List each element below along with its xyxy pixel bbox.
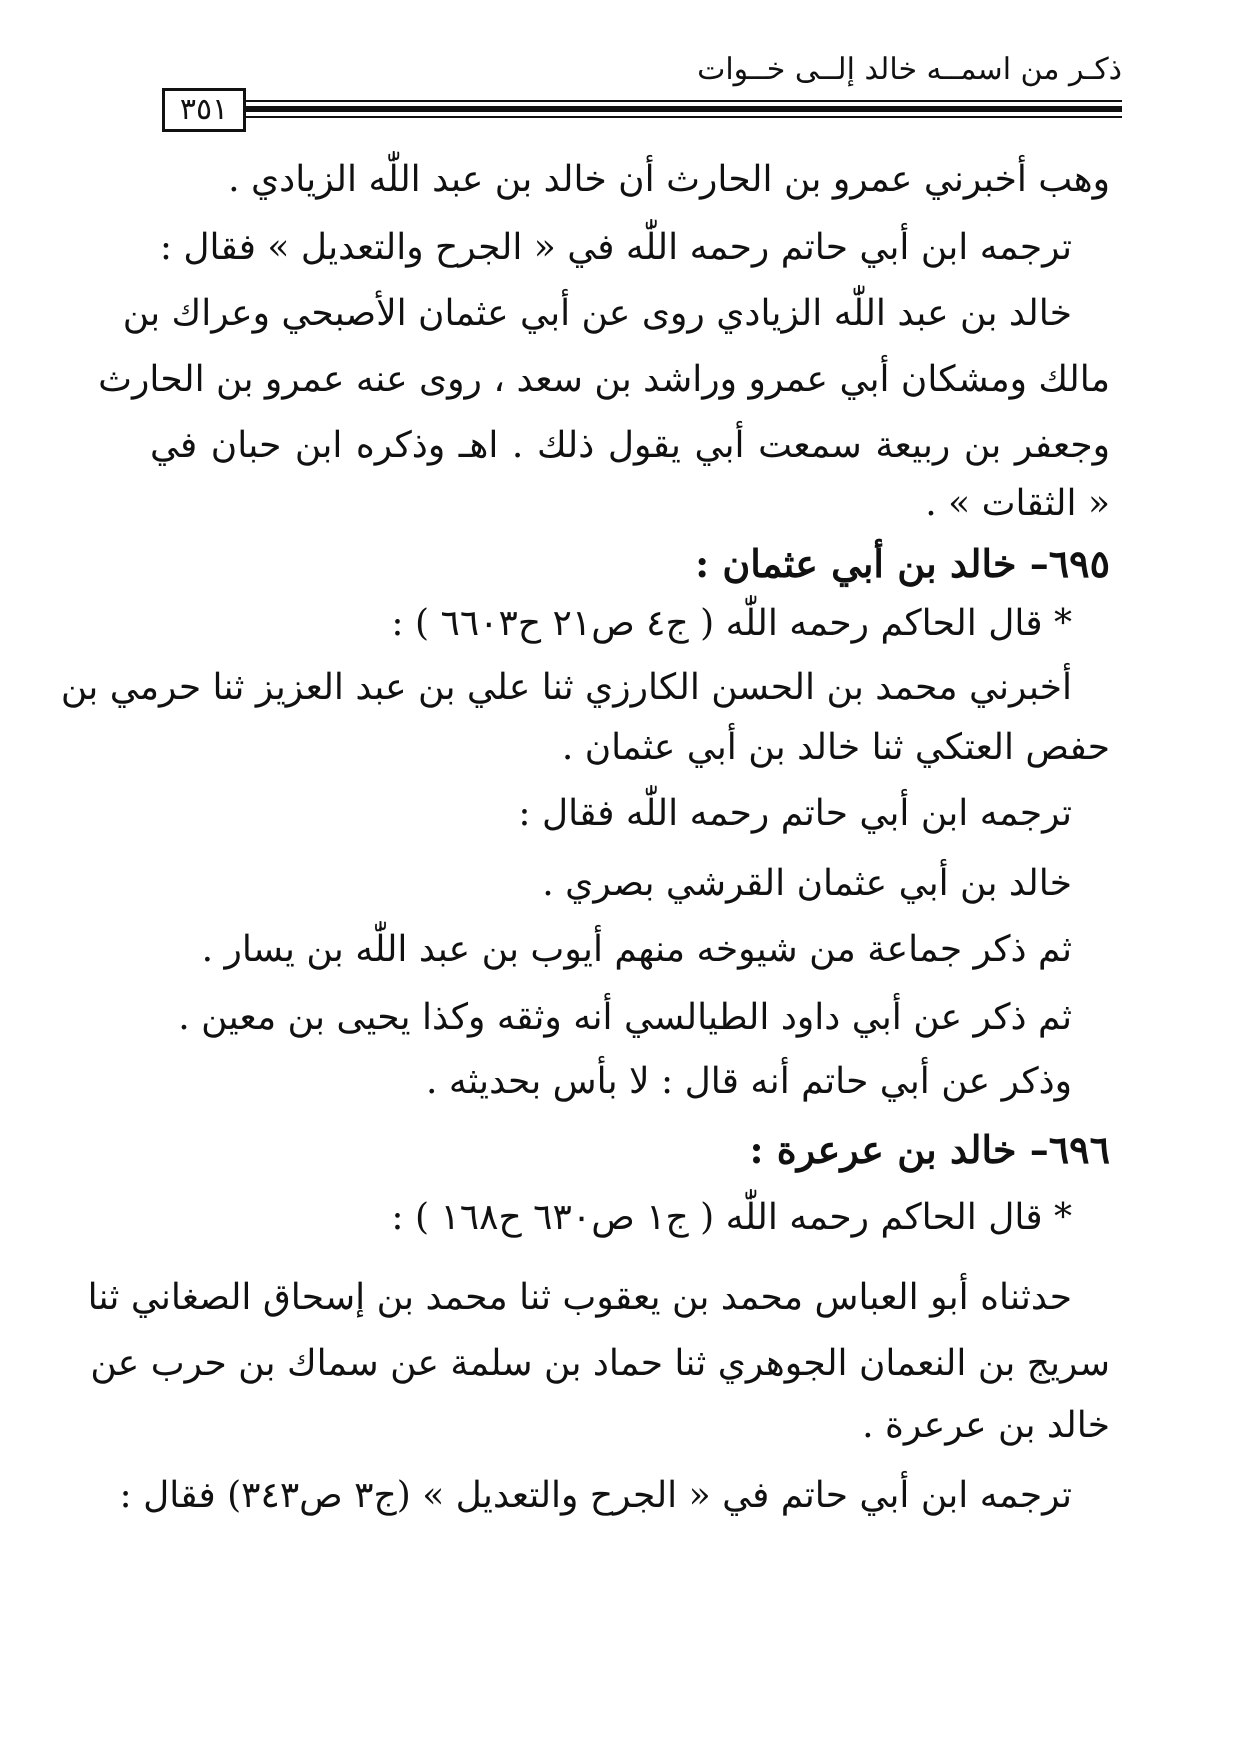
text-line: « الثقات » . xyxy=(925,483,1110,524)
text-line: ترجمه ابن أبي حاتم رحمه اللّٰه في « الجرح والتعديل » فقال : xyxy=(159,227,1072,268)
text-line: خالد بن أبي عثمان القرشي بصري . xyxy=(542,863,1072,904)
source-citation: * قال الحاكم رحمه اللّٰه ( ج٤ ص٢١ ح٦٦٠٣ ) : xyxy=(391,603,1072,644)
entry-heading-696: ٦٩٦– خالد بن عرعرة : xyxy=(749,1127,1110,1172)
text-line: ثم ذكر جماعة من شيوخه منهم أيوب بن عبد اللّٰه بن يسار . xyxy=(201,929,1072,970)
text-line: ترجمه ابن أبي حاتم رحمه اللّٰه فقال : xyxy=(518,793,1072,834)
header-rule-thin-bottom xyxy=(246,116,1122,118)
header-rule-thin-top xyxy=(246,100,1122,102)
text-line: وذكر عن أبي حاتم أنه قال : لا بأس بحديثه . xyxy=(426,1061,1072,1102)
text-line: حدثناه أبو العباس محمد بن يعقوب ثنا محمد بن إسحاق الصغاني ثنا xyxy=(87,1277,1072,1318)
text-line: ثم ذكر عن أبي داود الطيالسي أنه وثقه وكذا يحيى بن معين . xyxy=(178,997,1072,1038)
text-line: سريج بن النعمان الجوهري ثنا حماد بن سلمة عن سماك بن حرب عن xyxy=(90,1343,1110,1384)
running-header-title: ذكـر من اسمــه خالد إلــى خــوات xyxy=(697,52,1122,87)
text-line: وهب أخبرني عمرو بن الحارث أن خالد بن عبد اللّٰه الزيادي . xyxy=(228,159,1110,200)
text-line: مالك ومشكان أبي عمرو وراشد بن سعد ، روى عنه عمرو بن الحارث xyxy=(98,359,1110,400)
page-number-box: ٣٥١ xyxy=(162,88,246,132)
entry-heading-695: ٦٩٥– خالد بن أبي عثمان : xyxy=(695,541,1110,586)
text-line: خالد بن عبد اللّٰه الزيادي روى عن أبي عثمان الأصبحي وعراك بن xyxy=(122,293,1072,334)
text-line: خالد بن عرعرة . xyxy=(862,1405,1110,1446)
text-line: وجعفر بن ربيعة سمعت أبي يقول ذلك . اهـ وذكره ابن حبان في xyxy=(150,425,1110,466)
source-citation: * قال الحاكم رحمه اللّٰه ( ج١ ص٦٣٠ ح١٦٨ ) : xyxy=(391,1197,1072,1238)
text-line: أخبرني محمد بن الحسن الكارزي ثنا علي بن عبد العزيز ثنا حرمي بن xyxy=(60,667,1072,708)
text-line: حفص العتكي ثنا خالد بن أبي عثمان . xyxy=(561,727,1110,768)
text-line: ترجمه ابن أبي حاتم في « الجرح والتعديل » (ج٣ ص٣٤٣) فقال : xyxy=(119,1475,1072,1516)
header-rule-thick xyxy=(246,106,1122,112)
